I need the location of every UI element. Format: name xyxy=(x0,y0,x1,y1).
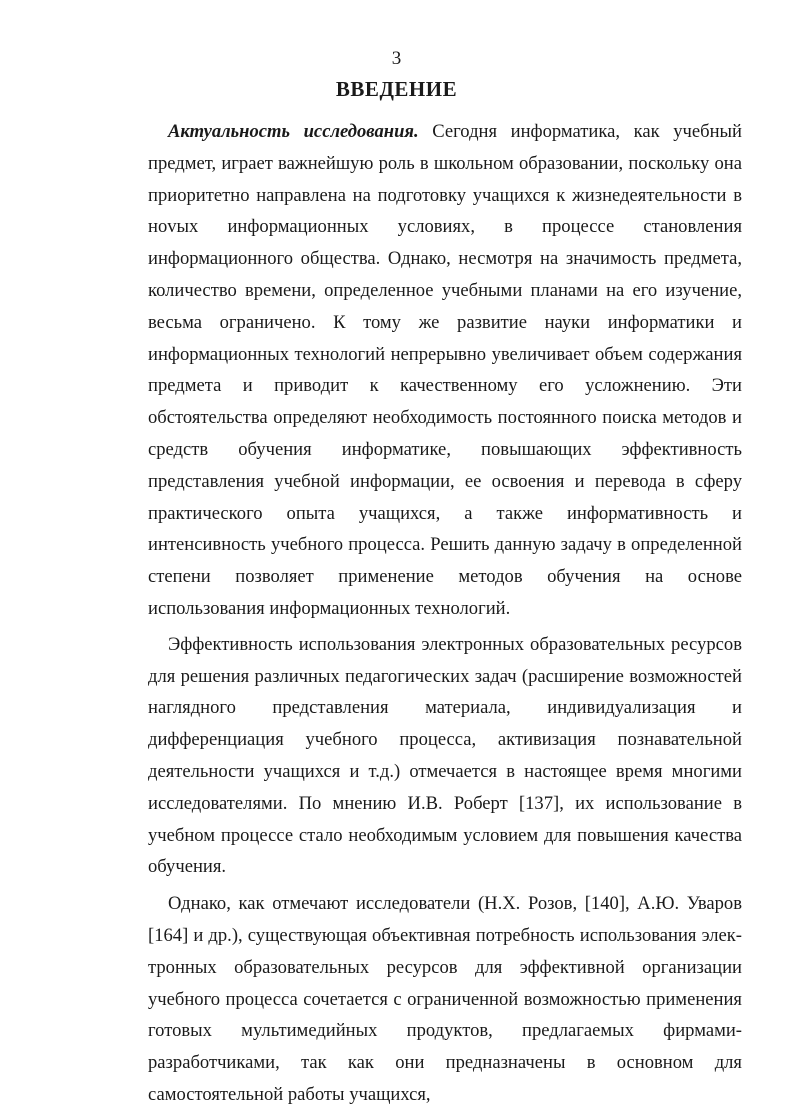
paragraph-relevance xyxy=(148,116,742,625)
page-number: 3 xyxy=(391,48,402,69)
paragraph-text: Эффективность использования электронных образовательных ресурсов для решения различных педагогических задач (расширение возможностей наглядного представления материала, индивидуализация и дифференциация учебного процесса, активизация познавательной деятельности учащихся и т.д.) отмечается в настоящее время многими исследователями. По мнению И.В. Роберт [137], их использование в учебном процессе стало необходимым условием для повышения качества обучения. xyxy=(148,633,742,878)
paragraph-lead: Актуальность исследования. xyxy=(168,121,419,142)
body-text xyxy=(148,116,742,1111)
page-title: ВВЕДЕНИЕ xyxy=(335,77,458,101)
paragraph-however xyxy=(148,888,742,1111)
paragraph-text: Однако, как отмечают исследователи (Н.Х. Розов, [140], А.Ю. Уваров [164] и др.), существующая объективная потребность использования электронных образовательных ресурсов для эффективной организации учебного процесса сочетается с ограниченной возможностью применения готовых мультимедийных продуктов, предлагаемых фирмами-разработчиками, так как они предназначены в основном для самостоятельной работы учащихся, xyxy=(148,893,742,1105)
paragraph-efficiency xyxy=(148,629,742,883)
paragraph-text: Сегодня информатика, как учебный предмет, играет важнейшую роль в школьном образовании, поскольку она приоритетно направлена на подготовку учащихся к жизнедеятельности в ноvых информационных условиях, в процессе становления информационного общества. Однако, несмотря на значимость предмета, количество времени, определенное учебными планами на его изучение, весьма ограничено. К тому же развитие науки информатики и информационных технологий непрерывно увеличивает объем содержания предмета и приводит к качественному его усложнению. Эти обстоятельства определяют необходимость постоянного поиска методов и средств обучения информатике, повышающих эффективность представления учебной информации, ее освоения и перевода в сферу практического опыта учащихся, а также информативность и интенсивность учебного процесса. Решить данную задачу в определенной степени позволяет применение методов обучения на основе использования информационных технологий. xyxy=(148,121,743,619)
